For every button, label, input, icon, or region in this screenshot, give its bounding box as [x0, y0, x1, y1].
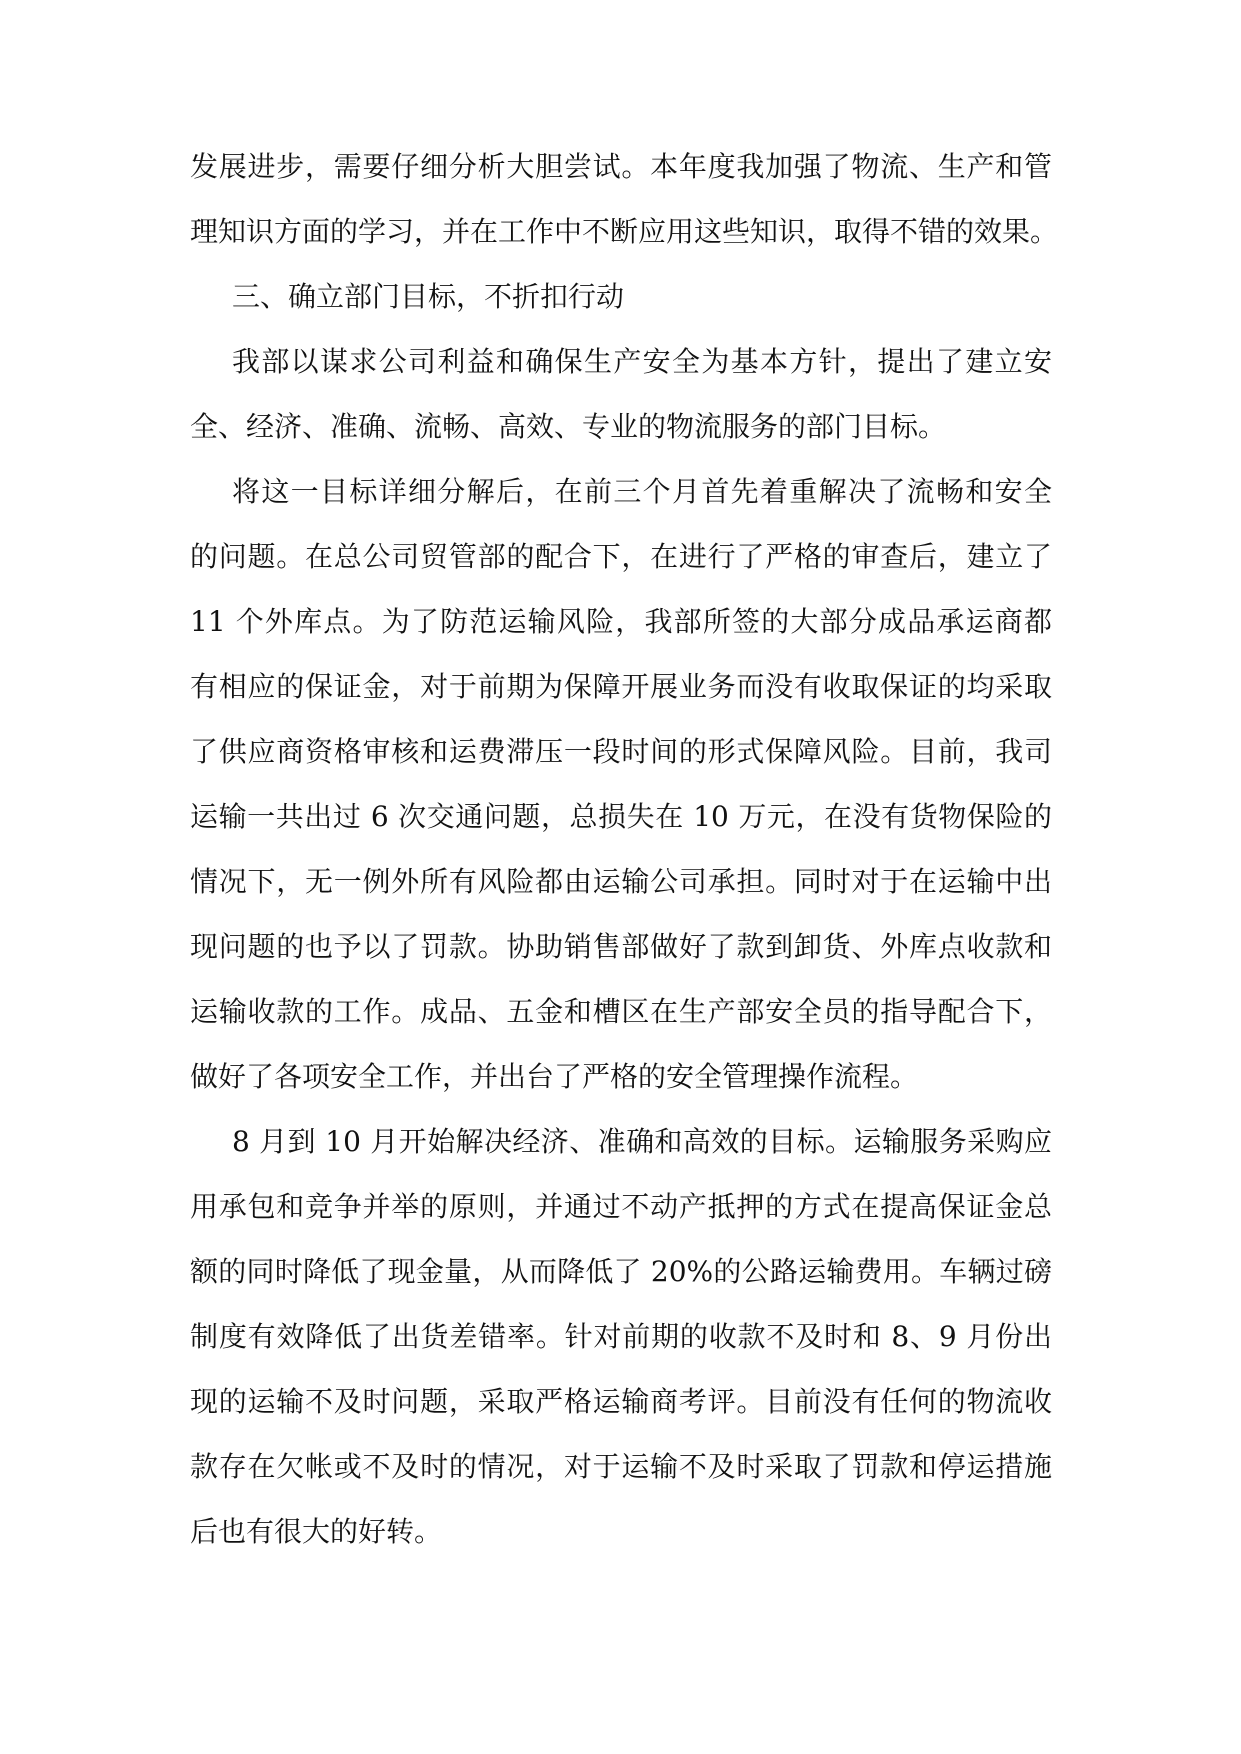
line-text: 运输收款的工作。成品、五金和槽区在生产部安全员的指导配合下，: [190, 995, 1052, 1028]
text-line: [0, 849, 1241, 915]
text-line: [0, 1499, 1241, 1565]
section-heading-text: 三、确立部门目标，不折扣行动: [232, 280, 625, 313]
text-line: [0, 199, 1241, 265]
line-text: 将这一目标详细分解后，在前三个月首先着重解决了流畅和安全: [232, 475, 1052, 508]
text-line: [0, 1369, 1241, 1435]
line-text: 做好了各项安全工作，并出台了严格的安全管理操作流程。: [190, 1060, 919, 1093]
line-text: 额的同时降低了现金量，从而降低了 20%的公路运输费用。车辆过磅: [190, 1255, 1052, 1288]
text-line: [0, 394, 1241, 460]
line-text: 运输一共出过 6 次交通问题，总损失在 10 万元，在没有货物保险的: [190, 800, 1052, 833]
line-text: 情况下，无一例外所有风险都由运输公司承担。同时对于在运输中出: [190, 865, 1052, 898]
section-heading: [0, 264, 1241, 330]
text-line: [0, 784, 1241, 850]
line-text: 了供应商资格审核和运费滞压一段时间的形式保障风险。目前，我司: [190, 735, 1052, 768]
line-text: 我部以谋求公司利益和确保生产安全为基本方针，提出了建立安: [232, 345, 1052, 378]
text-line: [0, 1109, 1241, 1175]
text-line: [0, 329, 1241, 395]
line-text: 现的运输不及时问题，采取严格运输商考评。目前没有任何的物流收: [190, 1385, 1052, 1418]
text-line: [0, 1434, 1241, 1500]
line-text: 用承包和竞争并举的原则，并通过不动产抵押的方式在提高保证金总: [190, 1190, 1052, 1223]
line-text: 制度有效降低了出货差错率。针对前期的收款不及时和 8、9 月份出: [190, 1320, 1052, 1353]
text-line: [0, 459, 1241, 525]
text-line: [0, 1174, 1241, 1240]
text-line: [0, 134, 1241, 200]
line-text: 款存在欠帐或不及时的情况，对于运输不及时采取了罚款和停运措施: [190, 1450, 1052, 1483]
text-line: [0, 1239, 1241, 1305]
line-text: 理知识方面的学习，并在工作中不断应用这些知识，取得不错的效果。: [190, 215, 1059, 248]
text-line: [0, 1044, 1241, 1110]
text-line: [0, 654, 1241, 720]
text-line: [0, 719, 1241, 785]
line-text: 现问题的也予以了罚款。协助销售部做好了款到卸货、外库点收款和: [190, 930, 1052, 963]
line-text: 8 月到 10 月开始解决经济、准确和高效的目标。运输服务采购应: [232, 1125, 1052, 1158]
text-line: [0, 589, 1241, 655]
text-line: [0, 524, 1241, 590]
line-text: 后也有很大的好转。: [190, 1515, 443, 1548]
text-line: [0, 1304, 1241, 1370]
line-text: 11 个外库点。为了防范运输风险，我部所签的大部分成品承运商都: [190, 605, 1052, 638]
line-text: 发展进步，需要仔细分析大胆尝试。本年度我加强了物流、生产和管: [190, 150, 1052, 183]
line-text: 有相应的保证金，对于前期为保障开展业务而没有收取保证的均采取: [190, 670, 1052, 703]
text-line: [0, 979, 1241, 1045]
text-line: [0, 914, 1241, 980]
line-text: 的问题。在总公司贸管部的配合下，在进行了严格的审查后，建立了: [190, 540, 1052, 573]
line-text: 全、经济、准确、流畅、高效、专业的物流服务的部门目标。: [190, 410, 947, 443]
